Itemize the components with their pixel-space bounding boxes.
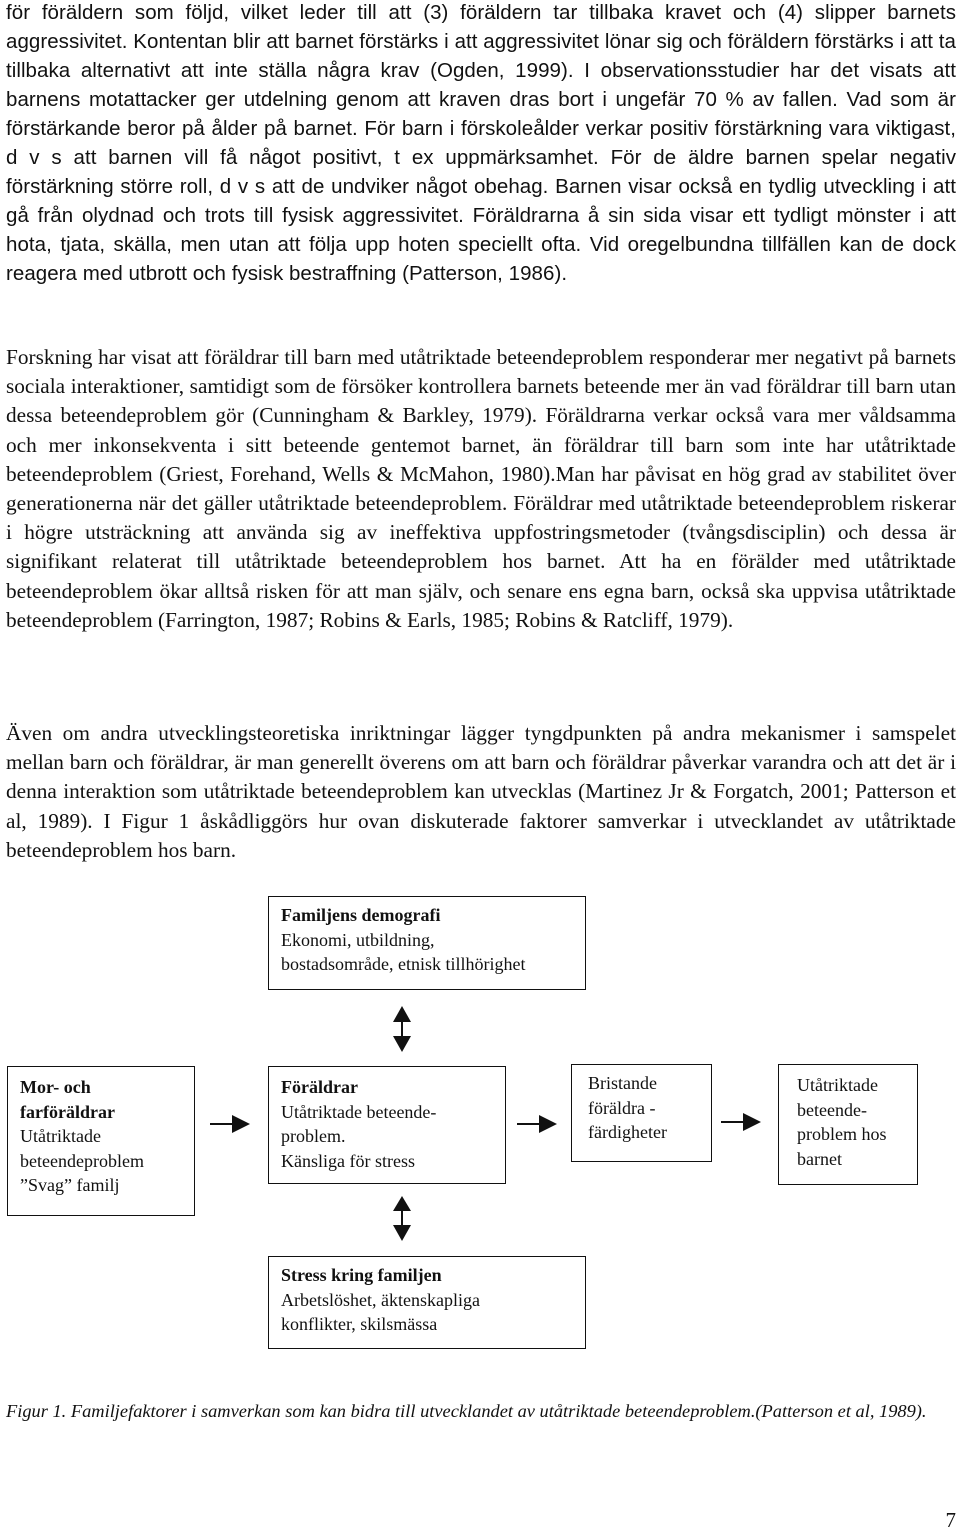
box-line: färdigheter xyxy=(588,1122,667,1142)
box-title: Familjens demografi xyxy=(281,905,441,925)
box-title: Föräldrar xyxy=(281,1077,358,1097)
box-title: Stress kring familjen xyxy=(281,1265,442,1285)
box-title: farföräldrar xyxy=(20,1101,115,1122)
arrow-right-icon xyxy=(721,1113,761,1131)
box-line: Ekonomi, utbildning, xyxy=(281,929,435,950)
box-line: föräldra - xyxy=(588,1097,656,1118)
box-line: Utåtriktade xyxy=(797,1075,878,1095)
box-line: problem. xyxy=(281,1126,346,1146)
box-line: Bristande xyxy=(588,1073,657,1093)
arrow-right-icon xyxy=(517,1115,557,1133)
box-line: konflikter, skilsmässa xyxy=(281,1314,438,1334)
box-line: Arbetslöshet, äktenskapliga xyxy=(281,1289,480,1310)
box-line: Känsliga för stress xyxy=(281,1150,415,1171)
arrow-right-icon xyxy=(210,1115,250,1133)
box-line: ”Svag” familj xyxy=(20,1175,120,1195)
figure-caption: Figur 1. Familjefaktorer i samverkan som kan bidra till utvecklandet av utåtriktade beteendeproblem.(Patterson et al, 1989). xyxy=(6,1401,927,1421)
paragraph-3: Även om andra utvecklingsteoretiska inriktningar lägger tyngdpunkten på andra mekanismer i samspelet mellan barn och föräldrar, är man generellt överens om att barn och föräldrar påverkar varandra och att det är i denna interaktion som utåtriktade beteendeproblem kan utvecklas (Martinez Jr & Forgatch, 2001; Patterson et al, 1989). I Figur 1 åskådliggörs hur ovan diskuterade faktorer samverkar i utvecklandet av utåtriktade beteendeproblem hos barn. xyxy=(6,721,956,862)
paragraph-1: för föräldern som följd, vilket leder till att (3) föräldern tar tillbaka kravet och (4) slipper barnets aggressivitet. Kontentan blir att barnet förstärks i att aggressivitet lönar sig och föräldern förstärks i att ta tillbaka alternativt att inte ställa några krav (Ogden, 1999). I observationsstudier har det visats att barnens motattacker ger utdelning genom att kraven dras bort i ungefär 70 % av fallen. Vad som är förstärkande beror på ålder på barnet. För barn i förskoleålder verkar positiv förstärkning vara viktigast, d v s att barnen vill få något positivt, t ex uppmärksamhet. För de äldre barnen spelar negativ förstärkning större roll, d v s att de undviker något obehag. Barnen visar också en tydlig utveckling i att gå från olydnad och trots till fysisk aggressivitet. Föräldrarna å sin sida visar ett tydligt mönster i att hota, tjata, skälla, men utan att följa upp hoten speciellt ofta. Vid oregelbundna tillfällen kan de dock reagera med utbrott och fysisk bestraffning (Patterson, 1986). xyxy=(6,1,956,285)
box-line: Utåtriktade beteende- xyxy=(281,1101,437,1122)
box-line: beteendeproblem xyxy=(20,1150,144,1171)
box-line: Utåtriktade xyxy=(20,1126,101,1146)
double-arrow-icon xyxy=(393,1196,411,1241)
box-line: bostadsområde, etnisk tillhörighet xyxy=(281,954,526,974)
page-number: 7 xyxy=(945,1508,956,1532)
box-line: problem hos xyxy=(797,1124,887,1144)
double-arrow-icon xyxy=(393,1006,411,1052)
box-line: beteende- xyxy=(797,1099,867,1120)
box-title: Mor- och xyxy=(20,1077,91,1097)
paragraph-2: Forskning har visat att föräldrar till barn med utåtriktade beteendeproblem responderar mer negativt på barnets sociala interaktioner, samtidigt som de försöker kontrollera barnets beteende mer än vad föräldrar till barn utan dessa beteendeproblem gör (Cunningham & Barkley, 1979). Föräldrarna verkar också vara mer våldsamma och mer inkonsekventa i sitt beteende gentemot barnet, än föräldrar till barn som inte har utåtriktade beteendeproblem (Griest, Forehand, Wells & McMahon, 1980).Man har påvisat en hög grad av stabilitet över generationerna när det gäller utåtriktade beteendeproblem. Föräldrar med utåtriktade beteendeproblem riskerar i högre utsträckning att använda sig av ineffektiva uppfostringsmetoder (tvångsdisciplin) och dessa är signifikant relaterat till utåtriktade beteendeproblem hos barnet. Att ha en förälder med utåtriktade beteendeproblem ökar alltså risken för att man själv, och senare ens egna barn, också ska uppvisa utåtriktade beteendeproblem (Farrington, 1987; Robins & Earls, 1985; Robins & Ratcliff, 1979). xyxy=(6,345,956,632)
box-line: barnet xyxy=(797,1148,842,1169)
